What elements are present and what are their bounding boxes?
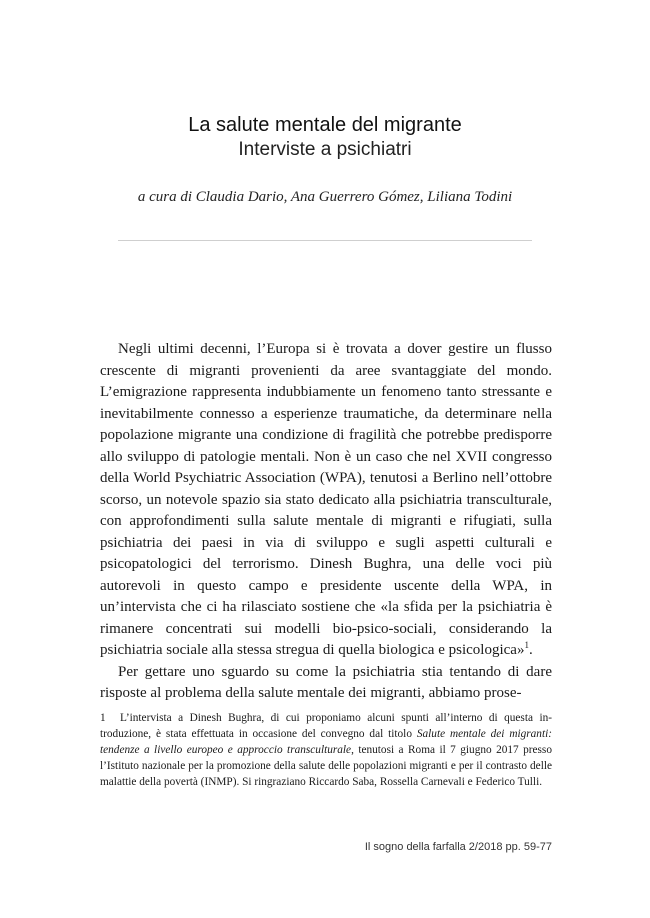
footnote-text-a: L’intervista a Dinesh Bughra, di cui proponiamo alcuni spunti all’interno di questa introduzione, è stata effettuata in occasione del convegno dal titolo: [100, 712, 552, 740]
body-paragraph-1-text: Negli ultimi decenni, l’Europa si è trovata a dover gestire un flusso crescente di migranti provenienti da aree svantaggiate del mondo. L’emigrazione rappresenta indubbiamente un fenomeno tanto stressante e inevitabilmente connesso a esperienze traumatiche, da determinare nella popolazione migrante una condizione di fragilità che potrebbe predisporre allo sviluppo di patologie mentali. Non è un caso che nel XVII congresso della World Psychiatric Association (WPA), tenutosi a Berlino nell’ottobre scorso, un notevole spazio sia stato dedicato alla psichiatria transculturale, con approfondimenti sulla salute mentale di migranti e rifugiati, sulla psichiatria dei paesi in via di sviluppo e sugli aspetti culturali e psicopatologici del terrorismo. Dinesh Bughra, una delle voci più autorevoli in questo campo e presidente uscente della WPA, in un’intervista che ci ha rilasciato sostiene che «la sfida per la psichiatria è rimanere concentrati sui modelli bio-psico-sociali, considerando la psichiatria sociale alla stessa stregua di quella biologica e psicologica»: [100, 341, 552, 658]
article-authors: a cura di Claudia Dario, Ana Guerrero Gómez, Liliana Todini: [137, 189, 513, 205]
title-divider: [118, 240, 532, 241]
article-title: La salute mentale del migrante: [188, 114, 462, 136]
article-subtitle: Interviste a psichiatri: [238, 139, 412, 160]
body-paragraph-2: Per gettare uno sguardo su come la psichiatria stia tentando di dare risposte al problema della salute mentale dei migranti, abbiamo prose-: [100, 663, 552, 701]
running-footer: Il sogno della farfalla 2/2018 pp. 59-77: [364, 841, 552, 853]
article-body: [100, 339, 552, 705]
body-paragraph-1-end: .: [528, 642, 533, 658]
footnote: [100, 710, 552, 790]
footnote-text-b: , tenutosi a Roma il 7 giugno 2017 presso l’Istituto nazionale per la promozione della salute delle popolazioni migranti e per il contrasto delle malattie della povertà (INMP). Si ringraziano Riccardo Saba, Rossella Carnevali e Federico Tulli.: [100, 744, 552, 788]
footnote-text-italic: Salute mentale dei migranti: tendenze a livello europeo e approccio transculturale: [100, 728, 552, 756]
body-paragraph-1: [100, 339, 552, 662]
footnote-number: 1: [100, 712, 106, 724]
footnote-reference[interactable]: 1: [524, 640, 529, 650]
